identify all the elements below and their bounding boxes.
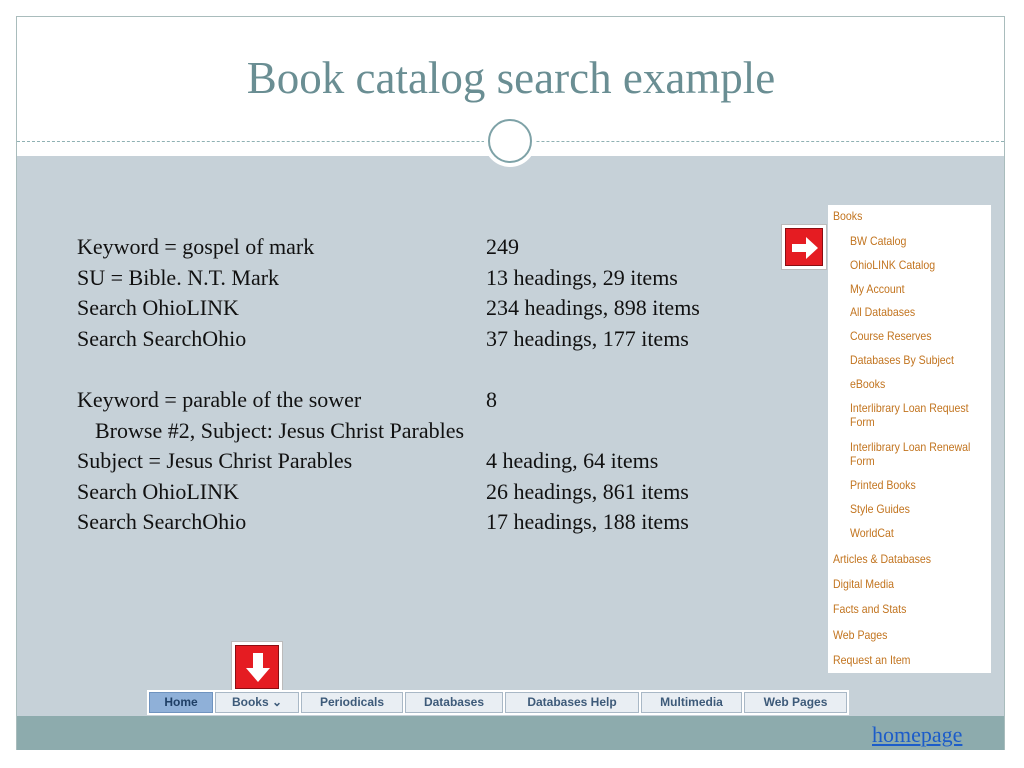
tab-books[interactable]: Books ⌄ [215, 692, 299, 713]
result-query: Search OhioLINK [77, 478, 239, 504]
menu-item-web-pages[interactable]: Web Pages [833, 628, 888, 642]
homepage-link[interactable]: homepage [872, 722, 963, 747]
result-count: 17 headings, 188 items [486, 509, 689, 535]
blank-row [77, 354, 797, 385]
tab-home[interactable]: Home [149, 692, 213, 713]
menu-item-digital-media[interactable]: Digital Media [833, 577, 895, 591]
tab-periodicals[interactable]: Periodicals [301, 692, 403, 713]
menu-item-facts-and-stats[interactable]: Facts and Stats [833, 602, 907, 616]
menu-item-my-account[interactable]: My Account [850, 282, 905, 296]
menu-item-articles-databases[interactable]: Articles & Databases [833, 552, 932, 566]
footer-bar [17, 716, 1004, 750]
menu-item-worldcat[interactable]: WorldCat [850, 526, 894, 540]
result-row [77, 232, 797, 263]
tab-web-pages[interactable]: Web Pages [744, 692, 847, 713]
result-row [77, 446, 797, 477]
tab-multimedia[interactable]: Multimedia [641, 692, 742, 713]
result-count: 4 heading, 64 items [486, 448, 659, 474]
circle-ornament-icon [484, 115, 536, 167]
menu-item-books[interactable]: Books [833, 209, 863, 223]
result-row [77, 507, 797, 538]
browse-note: Browse #2, Subject: Jesus Christ Parables [95, 417, 465, 443]
result-count: 8 [486, 386, 497, 412]
result-row [77, 477, 797, 508]
result-count: 13 headings, 29 items [486, 264, 678, 290]
result-query: Keyword = gospel of mark [77, 234, 315, 259]
menu-item-style-guides[interactable]: Style Guides [850, 502, 910, 516]
tab-databases-help[interactable]: Databases Help [505, 692, 639, 713]
books-dropdown-menu [828, 205, 991, 673]
result-count: 249 [486, 234, 519, 259]
result-row [77, 416, 797, 447]
menu-item-all-databases[interactable]: All Databases [850, 305, 916, 319]
menu-item-ohiolink-catalog[interactable]: OhioLINK Catalog [850, 258, 936, 272]
library-navbar [147, 690, 849, 715]
result-count: 37 headings, 177 items [486, 325, 689, 351]
arrow-right-icon [781, 224, 827, 270]
result-query: Search SearchOhio [77, 325, 247, 351]
result-row [77, 293, 797, 324]
arrow-down-icon [231, 641, 283, 693]
slide-title: Book catalog search example [246, 53, 776, 103]
result-row [77, 324, 797, 355]
result-query: Subject = Jesus Christ Parables [77, 448, 353, 474]
menu-item-bw-catalog[interactable]: BW Catalog [850, 234, 907, 248]
result-query: Search OhioLINK [77, 295, 239, 321]
result-row [77, 385, 797, 416]
menu-item-ill-request[interactable]: Interlibrary Loan Request Form [850, 401, 969, 429]
result-count: 26 headings, 861 items [486, 478, 689, 504]
menu-item-printed-books[interactable]: Printed Books [850, 478, 916, 492]
result-row [77, 263, 797, 294]
result-count: 234 headings, 898 items [486, 295, 700, 321]
menu-item-course-reserves[interactable]: Course Reserves [850, 329, 932, 343]
menu-item-ill-renewal[interactable]: Interlibrary Loan Renewal Form [850, 440, 971, 468]
menu-item-ebooks[interactable]: eBooks [850, 377, 886, 391]
menu-item-request-an-item[interactable]: Request an Item [833, 653, 911, 667]
menu-item-databases-by-subject[interactable]: Databases By Subject [850, 353, 954, 367]
tab-databases[interactable]: Databases [405, 692, 503, 713]
result-query: Search SearchOhio [77, 509, 247, 535]
result-query: Keyword = parable of the sower [77, 386, 362, 412]
search-results-text [77, 232, 797, 538]
result-query: SU = Bible. N.T. Mark [77, 264, 280, 290]
